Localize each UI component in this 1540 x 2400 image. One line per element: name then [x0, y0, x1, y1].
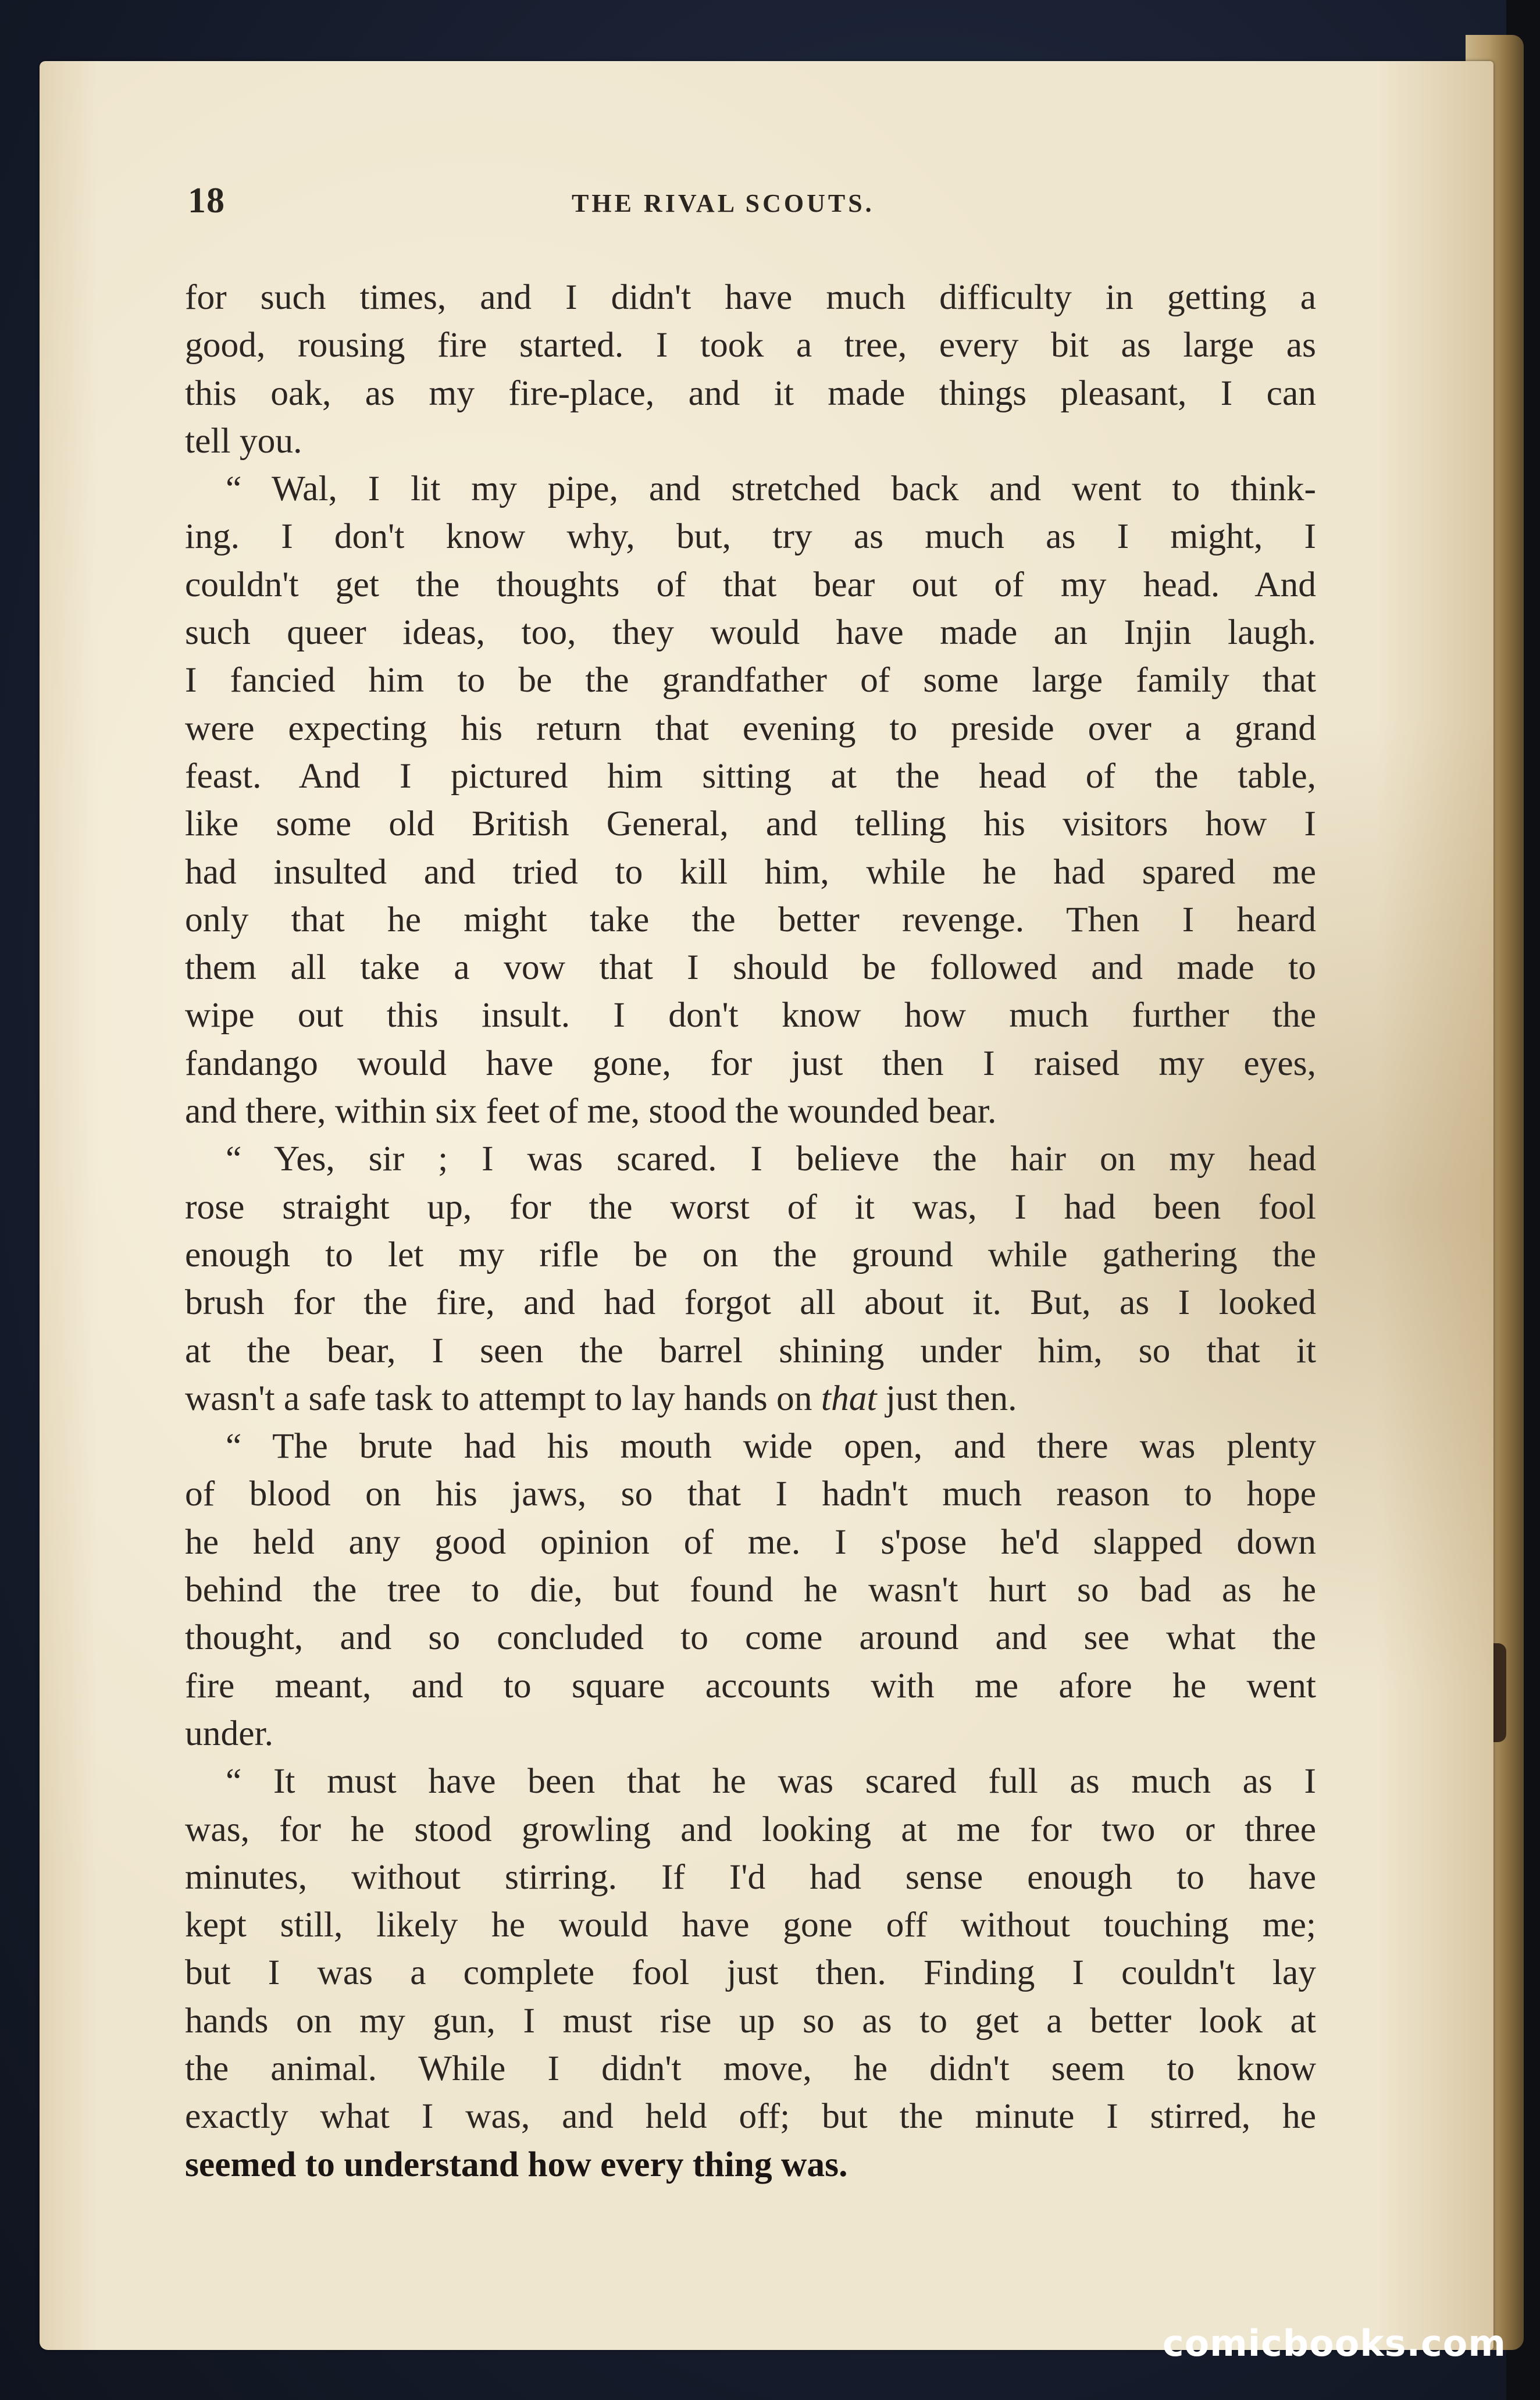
watermark: comicbooks.com — [1162, 2322, 1506, 2365]
text-line: good, rousing fire started. I took a tree, every bit as large as — [185, 325, 1316, 365]
text-line: brush for the fire, and had forgot all about it. But, as I looked — [185, 1283, 1316, 1323]
page-number: 18 — [188, 181, 225, 220]
text-line: under. — [185, 1713, 274, 1753]
text-line: minutes, without stirring. If I'd had sense enough to have — [185, 1857, 1316, 1897]
body-text — [185, 273, 1316, 2188]
text-line: kept still, likely he would have gone off without touching me; — [185, 1905, 1316, 1945]
text-line: of blood on his jaws, so that I hadn't much reason to hope — [185, 1474, 1316, 1514]
text-line: “ Wal, I lit my pipe, and stretched back and went to think- — [226, 469, 1316, 509]
text-line: were expecting his return that evening to preside over a grand — [185, 708, 1316, 748]
text-line: ing. I don't know why, but, try as much as I might, I — [185, 517, 1316, 557]
text-line: wipe out this insult. I don't know how much further the — [185, 995, 1316, 1035]
text-line: and there, within six feet of me, stood the wounded bear. — [185, 1091, 997, 1131]
text-line: at the bear, I seen the barrel shining under him, so that it — [185, 1330, 1316, 1370]
text-line: seemed to understand how every thing was. — [185, 2144, 848, 2184]
text-line: hands on my gun, I must rise up so as to get a better look at — [185, 2000, 1316, 2041]
text-line: he held any good opinion of me. I s'pose he'd slapped down — [185, 1522, 1316, 1562]
text-line: “ The brute had his mouth wide open, and there was plenty — [226, 1426, 1316, 1466]
text-line: tell you. — [185, 421, 302, 461]
text-segment: wasn't a safe task to attempt to lay hands on — [185, 1378, 821, 1418]
text-line: feast. And I pictured him sitting at the head of the table, — [185, 756, 1316, 796]
text-line: enough to let my rifle be on the ground while gathering the — [185, 1234, 1316, 1274]
text-line: exactly what I was, and held off; but the minute I stirred, he — [185, 2096, 1316, 2137]
text-segment: just then. — [876, 1378, 1017, 1418]
text-line: thought, and so concluded to come around and see what the — [185, 1618, 1316, 1658]
text-line: for such times, and I didn't have much difficulty in getting a — [185, 277, 1316, 317]
text-line: I fancied him to be the grandfather of some large family that — [185, 660, 1316, 700]
text-line: but I was a complete fool just then. Finding I couldn't lay — [185, 1953, 1316, 1993]
text-line: fandango would have gone, for just then I raised my eyes, — [185, 1043, 1316, 1083]
text-line: them all take a vow that I should be followed and made to — [185, 948, 1316, 988]
text-line-with-emphasis — [185, 1375, 1316, 1422]
text-line: the animal. While I didn't move, he didn't seem to know — [185, 2048, 1316, 2088]
running-title: THE RIVAL SCOUTS. — [572, 189, 875, 218]
text-line: “ It must have been that he was scared full as much as I — [226, 1761, 1316, 1801]
text-line: only that he might take the better revenge. Then I heard — [185, 899, 1316, 939]
text-line: like some old British General, and telling his visitors how I — [185, 804, 1316, 844]
text-line: behind the tree to die, but found he wasn't hurt so bad as he — [185, 1570, 1316, 1610]
text-line: was, for he stood growling and looking at me for two or three — [185, 1809, 1316, 1849]
page-header — [188, 180, 1316, 227]
text-line: couldn't get the thoughts of that bear out of my head. And — [185, 564, 1316, 604]
text-line: “ Yes, sir ; I was scared. I believe the hair on my head — [226, 1139, 1316, 1179]
text-line: this oak, as my fire-place, and it made things pleasant, I can — [185, 373, 1316, 413]
emphasis-word: that — [821, 1378, 877, 1418]
text-line: fire meant, and to square accounts with me afore he went — [185, 1665, 1316, 1705]
text-line: had insulted and tried to kill him, while he had spared me — [185, 852, 1316, 892]
text-line: rose straight up, for the worst of it was, I had been fool — [185, 1187, 1316, 1227]
text-line: such queer ideas, too, they would have made an Injin laugh. — [185, 613, 1316, 653]
